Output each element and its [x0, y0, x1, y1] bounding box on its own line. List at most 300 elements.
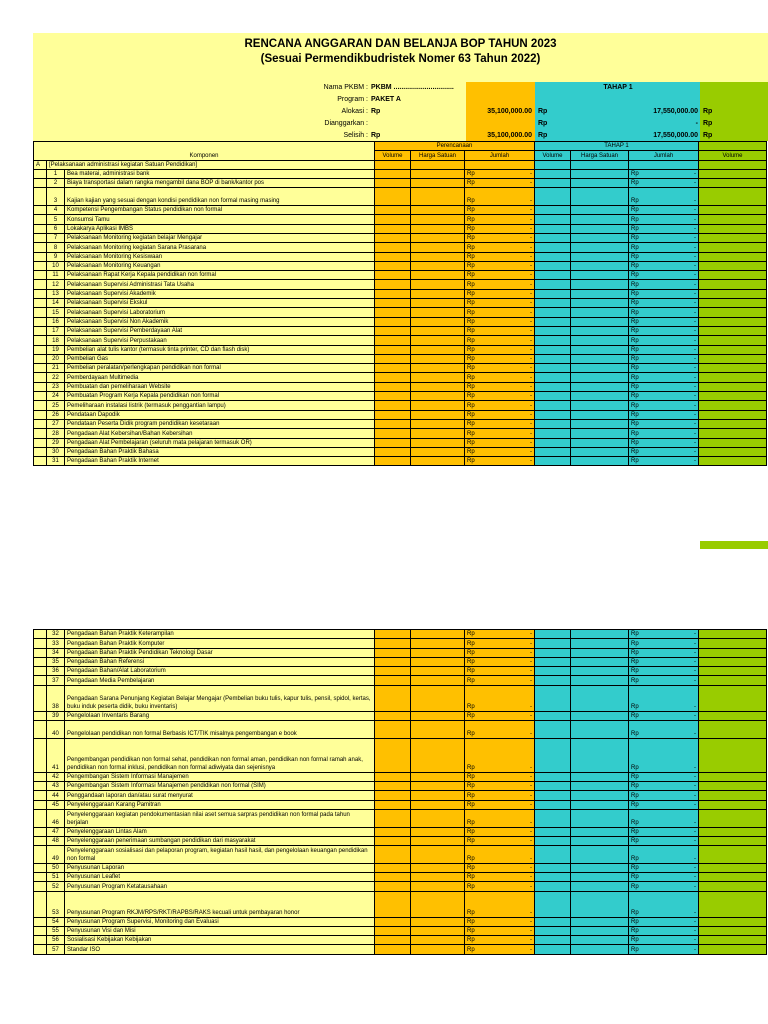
- row-label: Pelaksanaan Rapat Kerja Kepala pendidikan non formal: [65, 271, 375, 280]
- perencanaan-harga-satuan: [411, 326, 465, 335]
- tahap1-jumlah: [629, 809, 699, 827]
- row-label: Pengembangan Sistem Informasi Manajemen pendidikan non formal (SIM): [65, 782, 375, 791]
- tahap1-harga-satuan: [571, 720, 629, 738]
- currency-rp: Rp: [467, 774, 475, 781]
- perencanaan-harga-satuan: [411, 945, 465, 954]
- perencanaan-volume: [375, 169, 411, 178]
- currency-rp: Rp: [631, 356, 639, 363]
- tahap1-jumlah: [629, 630, 699, 639]
- table-row: [34, 882, 767, 891]
- table-row: [34, 224, 767, 233]
- harga-satuan-header: Harga Satuan: [571, 151, 629, 160]
- currency-rp: Rp: [467, 855, 475, 862]
- currency-rp: Rp: [467, 244, 475, 251]
- table-row: [34, 364, 767, 373]
- tahap1-harga-satuan: [571, 261, 629, 270]
- perencanaan-harga-satuan: [411, 711, 465, 720]
- tahap1-header: TAHAP 1: [535, 142, 699, 151]
- perencanaan-harga-satuan: [411, 336, 465, 345]
- currency-rp: Rp: [631, 180, 639, 187]
- currency-rp: Rp: [631, 346, 639, 353]
- perencanaan-volume: [375, 215, 411, 224]
- tahap1-volume: [535, 224, 571, 233]
- currency-rp: Rp: [631, 649, 639, 656]
- row-label: Sosialisasi Kebijakan Kebijakan: [65, 936, 375, 945]
- currency-rp: Rp: [467, 712, 475, 719]
- currency-rp: Rp: [467, 838, 475, 845]
- currency-rp: Rp: [631, 439, 639, 446]
- currency-rp: Rp: [467, 883, 475, 890]
- amount-dash: -: [694, 838, 696, 845]
- amount-dash: -: [694, 677, 696, 684]
- tahap1-jumlah: [629, 382, 699, 391]
- currency-rp: Rp: [467, 225, 475, 232]
- perencanaan-harga-satuan: [411, 419, 465, 428]
- perencanaan-harga-satuan: [411, 345, 465, 354]
- amount-dash: -: [530, 792, 532, 799]
- amount-dash: -: [530, 764, 532, 771]
- currency-rp: Rp: [467, 337, 475, 344]
- table-row: [34, 429, 767, 438]
- perencanaan-harga-satuan: [411, 782, 465, 791]
- perencanaan-jumlah: [465, 873, 535, 882]
- table-row: [34, 891, 767, 917]
- row-label: Penyusunan Program Supervisi, Monitoring dan Evaluasi: [65, 917, 375, 926]
- amount-dash: -: [694, 300, 696, 307]
- row-number: 36: [47, 667, 65, 676]
- tahap1-jumlah: [629, 846, 699, 864]
- tahap1-volume: [535, 271, 571, 280]
- tahap1-volume: [535, 827, 571, 836]
- currency-rp: Rp: [631, 659, 639, 666]
- row-label: Pelaksanaan Monitoring kegiatan Sarana Prasarana: [65, 243, 375, 252]
- amount-dash: -: [694, 883, 696, 890]
- perencanaan-harga-satuan: [411, 373, 465, 382]
- green-col-tail: [700, 541, 768, 549]
- tahap1-volume: [535, 863, 571, 872]
- currency-rp: Rp: [467, 402, 475, 409]
- currency-rp: Rp: [467, 253, 475, 260]
- perencanaan-jumlah: [465, 308, 535, 317]
- currency-rp: Rp: [467, 300, 475, 307]
- nama-value: PKBM ...............................: [371, 84, 454, 91]
- currency-rp: Rp: [467, 272, 475, 279]
- perencanaan-jumlah: [465, 800, 535, 809]
- tahap1-harga-satuan: [571, 891, 629, 917]
- volume-cell: [699, 373, 767, 382]
- row-label: Pelaksanaan Monitoring kegiatan belajar Mengajar: [65, 233, 375, 242]
- table-row: [34, 863, 767, 872]
- row-label: Pemberdayaan Multimedia: [65, 373, 375, 382]
- row-number: 31: [47, 457, 65, 466]
- amount-dash: -: [694, 855, 696, 862]
- perencanaan-jumlah: [465, 438, 535, 447]
- currency-rp: Rp: [467, 792, 475, 799]
- perencanaan-volume: [375, 261, 411, 270]
- selisih-rp: Rp: [371, 132, 381, 139]
- row-label: Konsumsi Tamu: [65, 215, 375, 224]
- tahap1-harga-satuan: [571, 299, 629, 308]
- currency-rp: Rp: [631, 291, 639, 298]
- perencanaan-volume: [375, 711, 411, 720]
- table-row: [34, 169, 767, 178]
- perencanaan-jumlah: [465, 271, 535, 280]
- row-number: 29: [47, 438, 65, 447]
- perencanaan-volume: [375, 667, 411, 676]
- perencanaan-volume: [375, 873, 411, 882]
- perencanaan-header: Perencanaan: [375, 142, 535, 151]
- tahap1-harga-satuan: [571, 336, 629, 345]
- row-label: Penyelenggaraan penerimaan sumbangan pendidikan dari masyarakat: [65, 836, 375, 845]
- volume-cell: [699, 630, 767, 639]
- volume-header: Volume: [375, 151, 411, 160]
- tahap1-jumlah: [629, 373, 699, 382]
- perencanaan-harga-satuan: [411, 188, 465, 206]
- table-row: [34, 326, 767, 335]
- perencanaan-volume: [375, 800, 411, 809]
- perencanaan-harga-satuan: [411, 206, 465, 215]
- table-row: [34, 846, 767, 864]
- row-label: Pengadaan Bahan Praktik Keterampilan: [65, 630, 375, 639]
- tahap1-harga-satuan: [571, 630, 629, 639]
- amount-dash: -: [530, 328, 532, 335]
- row-label: Pengembangan Sistem Informasi Manajemen: [65, 772, 375, 781]
- volume-cell: [699, 882, 767, 891]
- tahap1-harga-satuan: [571, 243, 629, 252]
- volume-cell: [699, 800, 767, 809]
- perencanaan-volume: [375, 827, 411, 836]
- amount-dash: -: [530, 439, 532, 446]
- perencanaan-harga-satuan: [411, 772, 465, 781]
- alokasi-label: Alokasi :: [341, 108, 368, 115]
- table-row: [34, 873, 767, 882]
- amount-dash: -: [694, 309, 696, 316]
- amount-dash: -: [530, 677, 532, 684]
- tahap1-volume: [535, 772, 571, 781]
- tahap1-volume: [535, 317, 571, 326]
- tahap1-harga-satuan: [571, 179, 629, 188]
- currency-rp: Rp: [467, 937, 475, 944]
- amount-dash: -: [694, 402, 696, 409]
- currency-rp: Rp: [467, 659, 475, 666]
- tahap1-harga-satuan: [571, 738, 629, 772]
- perencanaan-harga-satuan: [411, 791, 465, 800]
- row-label: Kompetensi Pengembangan Status pendidikan non formal: [65, 206, 375, 215]
- currency-rp: Rp: [631, 365, 639, 372]
- tahap1-harga-satuan: [571, 685, 629, 711]
- currency-rp: Rp: [631, 783, 639, 790]
- perencanaan-harga-satuan: [411, 179, 465, 188]
- tahap1-jumlah: [629, 224, 699, 233]
- row-label: Pelaksanaan Supervisi Ekskul: [65, 299, 375, 308]
- tahap1-jumlah: [629, 447, 699, 456]
- tahap-alokasi-rp: Rp: [538, 108, 548, 115]
- amount-dash: -: [530, 855, 532, 862]
- tahap1-harga-satuan: [571, 791, 629, 800]
- table-row: [34, 917, 767, 926]
- amount-dash: -: [530, 865, 532, 872]
- tahap1-volume: [535, 648, 571, 657]
- perencanaan-jumlah: [465, 447, 535, 456]
- amount-dash: -: [694, 337, 696, 344]
- perencanaan-jumlah: [465, 648, 535, 657]
- perencanaan-volume: [375, 846, 411, 864]
- row-label: Pendataan Peserta Didik program pendidikan kesetaraan: [65, 419, 375, 428]
- perencanaan-harga-satuan: [411, 917, 465, 926]
- komponen-header: Komponen: [34, 142, 375, 161]
- currency-rp: Rp: [631, 421, 639, 428]
- perencanaan-volume: [375, 410, 411, 419]
- row-number: 41: [47, 738, 65, 772]
- perencanaan-harga-satuan: [411, 233, 465, 242]
- perencanaan-harga-satuan: [411, 639, 465, 648]
- perencanaan-jumlah: [465, 846, 535, 864]
- perencanaan-harga-satuan: [411, 401, 465, 410]
- tahap1-harga-satuan: [571, 382, 629, 391]
- perencanaan-harga-satuan: [411, 657, 465, 666]
- alokasi-value: 35,100,000.00: [487, 108, 532, 115]
- row-number: 3: [47, 188, 65, 206]
- tahap1-jumlah: [629, 772, 699, 781]
- volume-cell: [699, 648, 767, 657]
- tahap-values: [538, 82, 698, 142]
- amount-dash: -: [694, 439, 696, 446]
- table-row: [34, 791, 767, 800]
- currency-rp: Rp: [467, 458, 475, 465]
- amount-dash: -: [694, 198, 696, 205]
- amount-dash: -: [530, 356, 532, 363]
- table-row: [34, 800, 767, 809]
- row-number: 21: [47, 364, 65, 373]
- volume-cell: [699, 791, 767, 800]
- tahap1-volume: [535, 188, 571, 206]
- tahap1-harga-satuan: [571, 917, 629, 926]
- tahap1-harga-satuan: [571, 233, 629, 242]
- row-label: Pengelolaan Inventaris Barang: [65, 711, 375, 720]
- row-number: 49: [47, 846, 65, 864]
- perencanaan-volume: [375, 419, 411, 428]
- row-label: Penggandaan laporan dan/atau surat menyurat: [65, 791, 375, 800]
- amount-dash: -: [694, 640, 696, 647]
- perencanaan-harga-satuan: [411, 289, 465, 298]
- amount-dash: -: [694, 937, 696, 944]
- currency-rp: Rp: [631, 631, 639, 638]
- tahap1-jumlah: [629, 676, 699, 685]
- row-number: 35: [47, 657, 65, 666]
- amount-dash: -: [530, 272, 532, 279]
- currency-rp: Rp: [631, 819, 639, 826]
- table-row: [34, 215, 767, 224]
- row-number: 57: [47, 945, 65, 954]
- currency-rp: Rp: [631, 801, 639, 808]
- tahap-dianggarkan-rp: Rp: [538, 120, 548, 127]
- row-label: Pengadaan Bahan Praktik Pendidikan Teknologi Dasar: [65, 648, 375, 657]
- tahap1-harga-satuan: [571, 936, 629, 945]
- table-row: [34, 233, 767, 242]
- tahap1-volume: [535, 457, 571, 466]
- amount-dash: -: [530, 225, 532, 232]
- currency-rp: Rp: [631, 171, 639, 178]
- tahap1-volume: [535, 836, 571, 845]
- perencanaan-jumlah: [465, 215, 535, 224]
- perencanaan-volume: [375, 401, 411, 410]
- row-number: 34: [47, 648, 65, 657]
- tahap1-jumlah: [629, 782, 699, 791]
- currency-rp: Rp: [631, 207, 639, 214]
- row-label: Penyusunan Leaflet: [65, 873, 375, 882]
- perencanaan-volume: [375, 345, 411, 354]
- perencanaan-harga-satuan: [411, 308, 465, 317]
- row-label: Pelaksanaan Supervisi Perpustakaan: [65, 336, 375, 345]
- row-number: 46: [47, 809, 65, 827]
- tahap1-jumlah: [629, 873, 699, 882]
- volume-cell: [699, 639, 767, 648]
- table-row: [34, 676, 767, 685]
- perencanaan-jumlah: [465, 457, 535, 466]
- page-title: RENCANA ANGGARAN DAN BELANJA BOP TAHUN 2023: [244, 38, 557, 50]
- row-number: 4: [47, 206, 65, 215]
- tahap1-volume: [535, 685, 571, 711]
- volume-cell: [699, 419, 767, 428]
- volume-cell: [699, 676, 767, 685]
- tahap1-harga-satuan: [571, 945, 629, 954]
- amount-dash: -: [694, 216, 696, 223]
- perencanaan-jumlah: [465, 419, 535, 428]
- currency-rp: Rp: [467, 346, 475, 353]
- alokasi-rp: Rp: [371, 108, 381, 115]
- perencanaan-jumlah: [465, 891, 535, 917]
- currency-rp: Rp: [467, 411, 475, 418]
- tahap1-harga-satuan: [571, 345, 629, 354]
- volume-cell: [699, 252, 767, 261]
- table-row: [34, 354, 767, 363]
- tahap1-harga-satuan: [571, 206, 629, 215]
- table-row: [34, 711, 767, 720]
- amount-dash: -: [530, 838, 532, 845]
- perencanaan-jumlah: [465, 936, 535, 945]
- volume-cell: [699, 243, 767, 252]
- perencanaan-jumlah: [465, 401, 535, 410]
- tahap1-jumlah: [629, 926, 699, 935]
- tahap1-jumlah: [629, 280, 699, 289]
- table-row: [34, 667, 767, 676]
- currency-rp: Rp: [631, 458, 639, 465]
- perencanaan-jumlah: [465, 738, 535, 772]
- tahap1-harga-satuan: [571, 711, 629, 720]
- tahap1-volume: [535, 215, 571, 224]
- perencanaan-harga-satuan: [411, 280, 465, 289]
- amount-dash: -: [530, 244, 532, 251]
- perencanaan-harga-satuan: [411, 354, 465, 363]
- perencanaan-jumlah: [465, 827, 535, 836]
- perencanaan-jumlah: [465, 917, 535, 926]
- amount-dash: -: [694, 374, 696, 381]
- volume-cell: [699, 846, 767, 864]
- row-number: 25: [47, 401, 65, 410]
- tahap1-volume: [535, 846, 571, 864]
- perencanaan-volume: [375, 252, 411, 261]
- tahap1-volume: [535, 345, 571, 354]
- tahap1-harga-satuan: [571, 401, 629, 410]
- perencanaan-jumlah: [465, 392, 535, 401]
- table-row: [34, 685, 767, 711]
- tahap1-volume: [535, 738, 571, 772]
- amount-dash: -: [530, 703, 532, 710]
- tahap1-jumlah: [629, 215, 699, 224]
- table-row: [34, 410, 767, 419]
- tahap1-volume: [535, 945, 571, 954]
- perencanaan-harga-satuan: [411, 863, 465, 872]
- tahap1-volume: [535, 936, 571, 945]
- volume-cell: [699, 720, 767, 738]
- jumlah-header: Jumlah: [629, 151, 699, 160]
- currency-rp: Rp: [631, 328, 639, 335]
- row-label: Penyusunan Visi dan Misi: [65, 926, 375, 935]
- perencanaan-jumlah: [465, 243, 535, 252]
- tahap1-harga-satuan: [571, 457, 629, 466]
- amount-dash: -: [530, 883, 532, 890]
- tahap1-jumlah: [629, 657, 699, 666]
- perencanaan-harga-satuan: [411, 873, 465, 882]
- volume-cell: [699, 891, 767, 917]
- perencanaan-jumlah: [465, 179, 535, 188]
- currency-rp: Rp: [467, 171, 475, 178]
- volume-cell: [699, 945, 767, 954]
- currency-rp: Rp: [467, 801, 475, 808]
- volume-cell: [699, 206, 767, 215]
- tahap1-volume: [535, 382, 571, 391]
- row-number: 55: [47, 926, 65, 935]
- tahap1-volume: [535, 261, 571, 270]
- table-row: [34, 720, 767, 738]
- perencanaan-jumlah: [465, 639, 535, 648]
- perencanaan-harga-satuan: [411, 630, 465, 639]
- tahap1-harga-satuan: [571, 410, 629, 419]
- tahap1-harga-satuan: [571, 863, 629, 872]
- perencanaan-jumlah: [465, 326, 535, 335]
- amount-dash: -: [530, 253, 532, 260]
- tahap1-volume: [535, 676, 571, 685]
- currency-rp: Rp: [631, 703, 639, 710]
- amount-dash: -: [530, 309, 532, 316]
- perencanaan-volume: [375, 206, 411, 215]
- amount-dash: -: [694, 828, 696, 835]
- currency-rp: Rp: [467, 668, 475, 675]
- perencanaan-harga-satuan: [411, 457, 465, 466]
- row-number: 44: [47, 791, 65, 800]
- amount-dash: -: [694, 291, 696, 298]
- currency-rp: Rp: [631, 918, 639, 925]
- tahap1-jumlah: [629, 639, 699, 648]
- amount-dash: -: [530, 774, 532, 781]
- tahap1-volume: [535, 410, 571, 419]
- perencanaan-values: [466, 82, 532, 142]
- tahap1-volume: [535, 639, 571, 648]
- row-label: Pengembangan pendidikan non formal sehat, pendidikan non formal aman, pendidikan non formal ramah anak, pendidikan non formal inklusi, pendidikan non formal adiwiyata dan sejenisnya: [65, 738, 375, 772]
- perencanaan-harga-satuan: [411, 738, 465, 772]
- tahap1-volume: [535, 447, 571, 456]
- volume-cell: [699, 809, 767, 827]
- currency-rp: Rp: [631, 774, 639, 781]
- tahap1-volume: [535, 429, 571, 438]
- green-alokasi-rp: Rp: [703, 108, 713, 115]
- currency-rp: Rp: [467, 328, 475, 335]
- perencanaan-harga-satuan: [411, 429, 465, 438]
- table-row: [34, 336, 767, 345]
- amount-dash: -: [530, 874, 532, 881]
- amount-dash: -: [530, 198, 532, 205]
- perencanaan-harga-satuan: [411, 667, 465, 676]
